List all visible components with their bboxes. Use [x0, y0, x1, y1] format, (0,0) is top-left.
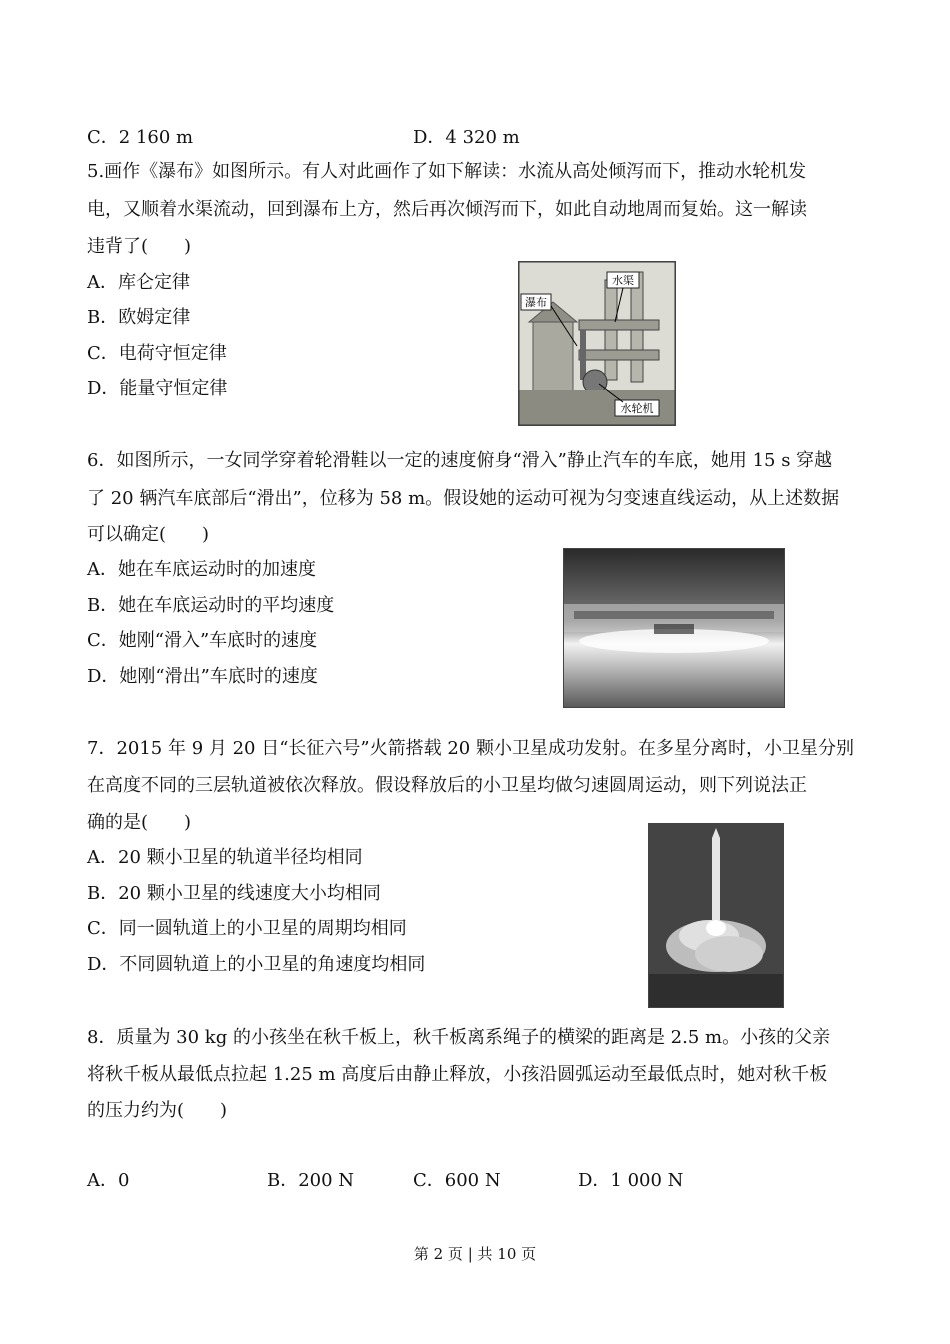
label-turbine: 水轮机 — [620, 402, 654, 415]
q5-option-c: C．电荷守恒定律 — [87, 343, 227, 364]
rocket-photo-drawing — [649, 824, 783, 1007]
q7-option-d: D．不同圆轨道上的小卫星的角速度均相同 — [87, 954, 426, 975]
waterfall-painting-drawing — [519, 262, 675, 425]
q7-stem-line-3: 确的是( ) — [87, 812, 192, 833]
q6-stem-line-1: 6．如图所示，一女同学穿着轮滑鞋以一定的速度俯身“滑入”静止汽车的车底，她用 15 s 穿越 — [87, 450, 833, 471]
q7-option-c: C．同一圆轨道上的小卫星的周期均相同 — [87, 918, 407, 939]
q8-option-b: B．200 N — [267, 1170, 355, 1191]
page-footer: 第 2 页 | 共 10 页 — [413, 1245, 537, 1263]
q5-stem-line-2: 电，又顺着水渠流动，回到瀑布上方，然后再次倾泻而下，如此自动地周而复始。这一解读 — [87, 199, 807, 220]
q6-stem-line-3: 可以确定( ) — [87, 524, 210, 545]
q8-option-c: C．600 N — [413, 1170, 501, 1191]
q5-option-d: D．能量守恒定律 — [87, 378, 228, 399]
q5-option-a: A．库仑定律 — [87, 272, 190, 293]
q6-option-b: B．她在车底运动时的平均速度 — [87, 595, 335, 616]
waterfall-painting-figure — [518, 261, 676, 426]
q5-option-b: B．欧姆定律 — [87, 307, 191, 328]
q7-option-b: B．20 颗小卫星的线速度大小均相同 — [87, 883, 381, 904]
q8-stem-line-3: 的压力约为( ) — [87, 1100, 228, 1121]
label-waterfall: 瀑布 — [525, 296, 547, 309]
skating-photo-drawing — [564, 549, 784, 707]
q4-option-d: D．4 320 m — [413, 127, 520, 148]
q6-option-d: D．她刚“滑出”车底时的速度 — [87, 666, 318, 687]
q8-option-a: A．0 — [87, 1170, 130, 1191]
label-channel: 水渠 — [612, 274, 634, 287]
rocket-launch-photo — [648, 823, 784, 1008]
q6-option-c: C．她刚“滑入”车底时的速度 — [87, 630, 318, 651]
skating-under-cars-photo — [563, 548, 785, 708]
q6-stem-line-2: 了 20 辆汽车底部后“滑出”，位移为 58 m。假设她的运动可视为匀变速直线运动，从上述数据 — [87, 488, 840, 509]
q8-stem-line-2: 将秋千板从最低点拉起 1.25 m 高度后由静止释放，小孩沿圆弧运动至最低点时，她对秋千板 — [87, 1064, 828, 1085]
q5-stem-line-3: 违背了( ) — [87, 236, 192, 257]
q8-stem-line-1: 8．质量为 30 kg 的小孩坐在秋千板上，秋千板离系绳子的横梁的距离是 2.5 m。小孩的父亲 — [87, 1027, 831, 1048]
q5-stem-line-1: 5.画作《瀑布》如图所示。有人对此画作了如下解读：水流从高处倾泻而下，推动水轮机发 — [87, 161, 807, 182]
q7-stem-line-2: 在高度不同的三层轨道被依次释放。假设释放后的小卫星均做匀速圆周运动，则下列说法正 — [87, 775, 807, 796]
q4-option-c: C．2 160 m — [87, 127, 194, 148]
q7-stem-line-1: 7．2015 年 9 月 20 日“长征六号”火箭搭载 20 颗小卫星成功发射。在多星分离时，小卫星分别 — [87, 738, 854, 759]
q6-option-a: A．她在车底运动时的加速度 — [87, 559, 316, 580]
q7-option-a: A．20 颗小卫星的轨道半径均相同 — [87, 847, 363, 868]
q8-option-d: D．1 000 N — [578, 1170, 684, 1191]
